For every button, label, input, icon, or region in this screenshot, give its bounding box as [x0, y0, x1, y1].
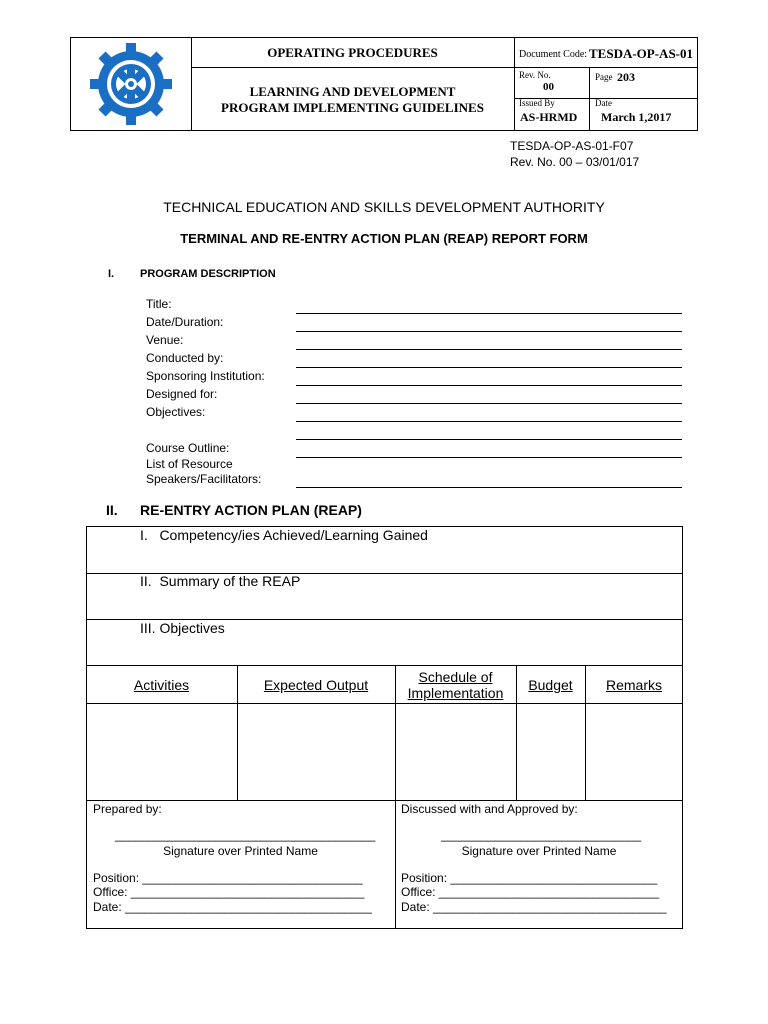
page-value: 203	[617, 70, 635, 84]
date-left[interactable]: Date: _____________________________________	[93, 900, 372, 914]
document-code-value: TESDA-OP-AS-01	[589, 46, 694, 61]
objectives-field-line-2[interactable]	[296, 439, 682, 440]
designed-field-line[interactable]	[296, 403, 682, 404]
col-activities: Activities	[133, 677, 190, 693]
position-left[interactable]: Position: _________________________________	[93, 871, 363, 885]
col-remarks: Remarks	[605, 677, 662, 693]
date-label: Date	[595, 98, 612, 108]
doc-title-line2: PROGRAM IMPLEMENTING GUIDELINES	[221, 100, 484, 115]
date-right[interactable]: Date: ___________________________________	[401, 900, 667, 914]
row-objectives: III. Objectives	[140, 620, 225, 636]
col-schedule-1: Schedule of	[418, 669, 493, 685]
field-date-label: Date/Duration:	[146, 315, 224, 329]
issued-by-value: AS-HRMD	[520, 110, 578, 124]
row-summary: II. Summary of the REAP	[140, 573, 301, 589]
conducted-field-line[interactable]	[296, 367, 682, 368]
approved-by-label: Discussed with and Approved by:	[401, 802, 578, 816]
form-title: TERMINAL AND RE-ENTRY ACTION PLAN (REAP) REPORT FORM	[180, 231, 588, 246]
rev-no-label: Rev. No.	[519, 70, 551, 80]
section1-number: I.	[108, 268, 115, 280]
field-sponsoring-label: Sponsoring Institution:	[146, 369, 265, 383]
section1-title: PROGRAM DESCRIPTION	[140, 268, 276, 280]
signature-line-left[interactable]: _______________________________________	[115, 828, 376, 842]
course-field-line[interactable]	[296, 457, 682, 458]
page-label: Page	[595, 72, 613, 82]
venue-field-line[interactable]	[296, 349, 682, 350]
field-resource-label-1: List of Resource	[146, 457, 233, 471]
field-resource-label-2: Speakers/Facilitators:	[146, 472, 262, 486]
objectives-field-line[interactable]	[296, 421, 682, 422]
issued-by-label: Issued By	[519, 98, 555, 108]
form-ref-code: TESDA-OP-AS-01-F07	[510, 139, 634, 153]
position-right[interactable]: Position: _______________________________	[401, 871, 658, 885]
form-ref-rev: Rev. No. 00 – 03/01/017	[510, 155, 640, 169]
row-competency: I. Competency/ies Achieved/Learning Gained	[140, 527, 428, 543]
field-venue-label: Venue:	[146, 333, 184, 347]
field-objectives-label: Objectives:	[146, 405, 206, 419]
document-header	[70, 37, 698, 131]
section2-number: II.	[106, 502, 118, 518]
col-budget: Budget	[528, 677, 573, 693]
sponsoring-field-line[interactable]	[296, 385, 682, 386]
signature-caption-right: Signature over Printed Name	[461, 844, 617, 858]
field-title-label: Title:	[146, 297, 172, 311]
col-schedule-2: Implementation	[407, 685, 504, 701]
office-right[interactable]: Office: _________________________________	[401, 885, 660, 899]
col-expected-output: Expected Output	[263, 677, 369, 693]
section2-title: RE-ENTRY ACTION PLAN (REAP)	[140, 502, 362, 518]
date-field-line[interactable]	[296, 331, 682, 332]
date-value: March 1,2017	[601, 110, 672, 124]
tesda-logo	[79, 42, 183, 126]
document-code-label: Document Code:	[519, 49, 588, 60]
field-conducted-label: Conducted by:	[146, 351, 224, 365]
signature-caption-left: Signature over Printed Name	[163, 844, 318, 858]
agency-name: TECHNICAL EDUCATION AND SKILLS DEVELOPMENT AUTHORITY	[163, 199, 605, 215]
office-left[interactable]: Office: ___________________________________	[93, 885, 365, 899]
resource-field-line[interactable]	[296, 487, 682, 488]
prepared-by-label: Prepared by:	[93, 802, 162, 816]
doc-title-line1: LEARNING AND DEVELOPMENT	[249, 84, 456, 99]
signature-line-right[interactable]: ______________________________	[441, 828, 642, 842]
rev-no-value: 00	[543, 81, 554, 93]
field-course-label: Course Outline:	[146, 441, 230, 455]
field-designed-label: Designed for:	[146, 387, 218, 401]
title-field-line[interactable]	[296, 313, 682, 314]
operating-procedures-title: OPERATING PROCEDURES	[267, 45, 438, 60]
